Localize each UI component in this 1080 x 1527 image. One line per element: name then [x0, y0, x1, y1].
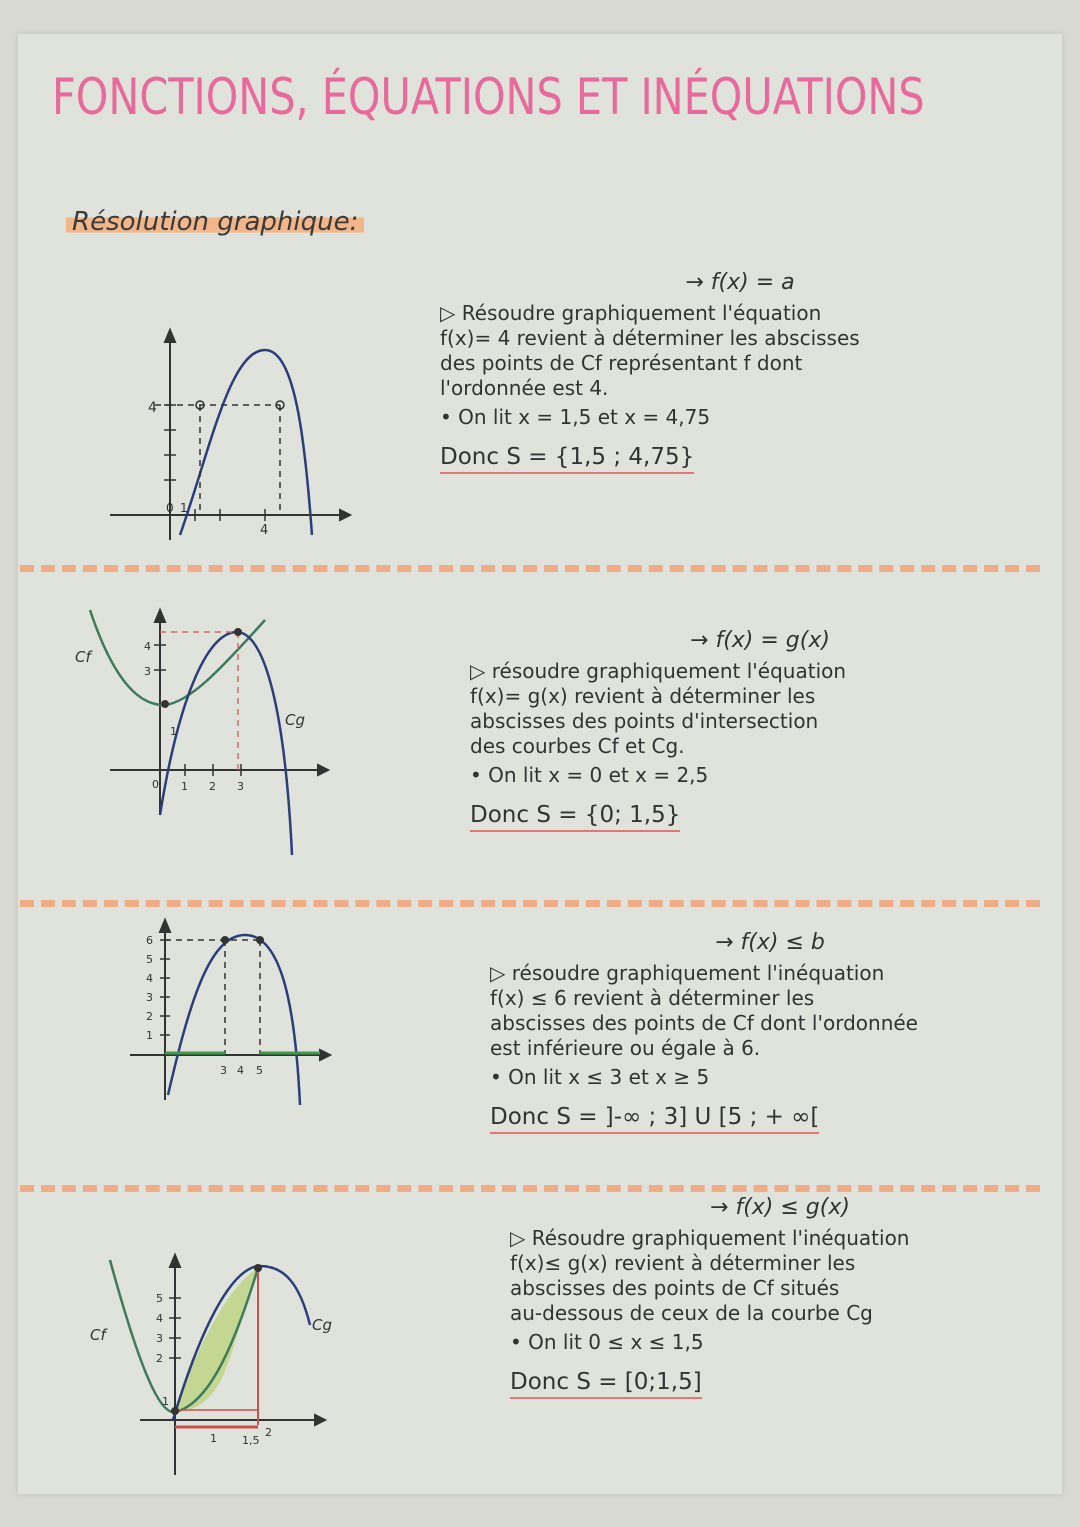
y-tick-label: 2 [156, 1352, 163, 1365]
x-tick-label: 1,5 [242, 1434, 260, 1447]
x-axis-arrow [318, 765, 328, 775]
text-line: ▷ résoudre graphiquement l'inéquation [490, 961, 885, 985]
reading-line: • On lit x = 0 et x = 2,5 [470, 763, 709, 787]
shaded-region [175, 1268, 258, 1411]
section-heading: → f(x) = a [685, 270, 795, 295]
intersection-point [234, 628, 242, 636]
solution-set: Donc S = ]-∞ ; 3] U [5 ; + ∞[ [490, 1104, 819, 1134]
section-fx-leq-b [490, 930, 1050, 1134]
y-axis-arrow [170, 1255, 180, 1267]
x-tick-label: 1 [180, 501, 188, 515]
text-line: ▷ Résoudre graphiquement l'équation [440, 301, 822, 325]
x-tick-label: 2 [209, 780, 216, 793]
text-line: abscisses des points de Cf dont l'ordonnée [490, 1011, 918, 1035]
reading-line: • On lit x = 1,5 et x = 4,75 [440, 405, 711, 429]
section-heading: → f(x) ≤ b [715, 930, 825, 955]
text-line: l'ordonnée est 4. [440, 376, 609, 400]
x-tick-label: 3 [237, 780, 244, 793]
y-tick-label: 1 [170, 725, 177, 738]
y-tick-label: 4 [156, 1312, 163, 1325]
intersection-point [161, 700, 169, 708]
reading-line: • On lit 0 ≤ x ≤ 1,5 [510, 1330, 704, 1354]
curve-cg [160, 632, 292, 855]
y-axis-arrow [155, 610, 165, 622]
y-tick-label: 5 [146, 953, 153, 966]
graph-fx-leq-gx [80, 1230, 370, 1490]
x-axis-arrow [315, 1415, 325, 1425]
graph-fx-equals-a [100, 320, 360, 550]
subtitle-text: Résolution graphique: [66, 207, 364, 237]
solution-set: Donc S = {1,5 ; 4,75} [440, 444, 694, 474]
text-line: des courbes Cf et Cg. [470, 734, 685, 758]
curve-label-cg: Cg [285, 711, 305, 729]
page-title: FONCTIONS, ÉQUATIONS ET INÉQUATIONS [52, 68, 925, 126]
reading-line: • On lit x ≤ 3 et x ≥ 5 [490, 1065, 710, 1089]
section-subtitle [66, 207, 364, 237]
x-tick-label: 1 [181, 780, 188, 793]
y-tick-label: 4 [146, 972, 153, 985]
curve-cf [168, 935, 300, 1105]
text-line: f(x)≤ g(x) revient à déterminer les [510, 1251, 856, 1275]
y-axis-arrow [160, 920, 170, 932]
graph-fx-leq-b [110, 910, 350, 1120]
text-line: ▷ résoudre graphiquement l'équation [470, 659, 847, 683]
text-line: des points de Cf représentant f dont [440, 351, 803, 375]
y-axis-arrow [165, 330, 175, 342]
solution-set: Donc S = [0;1,5] [510, 1369, 702, 1399]
y-tick-label: 4 [148, 400, 157, 416]
x-tick-label: 4 [237, 1064, 244, 1077]
y-tick-label: 5 [156, 1292, 163, 1305]
section-heading: → f(x) ≤ g(x) [710, 1195, 850, 1220]
x-axis-arrow [320, 1050, 330, 1060]
x-tick-label: 2 [265, 1426, 272, 1439]
x-tick-label: 3 [220, 1064, 227, 1077]
curve-label-cg: Cg [312, 1316, 332, 1334]
text-line: f(x)= g(x) revient à déterminer les [470, 684, 816, 708]
solution-set: Donc S = {0; 1,5} [470, 802, 680, 832]
intersection-point [171, 1407, 179, 1415]
y-tick-label: 2 [146, 1010, 153, 1023]
x-axis-arrow [340, 510, 350, 520]
graph-fx-equals-gx [70, 590, 360, 860]
y-tick-label: 3 [144, 665, 151, 678]
dashed-separator [20, 1185, 1040, 1192]
section-fx-leq-gx [510, 1195, 1050, 1399]
origin-label: 0 [166, 501, 174, 515]
y-tick-label: 3 [146, 991, 153, 1004]
dashed-separator [20, 565, 1040, 572]
section-fx-equals-a [440, 270, 1040, 474]
x-tick-label: 5 [256, 1064, 263, 1077]
text-line: au-dessous de ceux de la courbe Cg [510, 1301, 873, 1325]
intersection-point [256, 936, 264, 944]
section-fx-equals-gx [470, 628, 1050, 832]
intersection-point [221, 936, 229, 944]
origin-label: 0 [152, 778, 159, 791]
curve-label-cf: Cf [90, 1326, 106, 1344]
text-line: abscisses des points de Cf situés [510, 1276, 840, 1300]
text-line: est inférieure ou égale à 6. [490, 1036, 761, 1060]
intersection-point [254, 1264, 262, 1272]
x-tick-label: 1 [210, 1432, 217, 1445]
dashed-separator [20, 900, 1040, 907]
text-line: f(x)= 4 revient à déterminer les abscisses [440, 326, 860, 350]
y-tick-label: 1 [162, 1395, 169, 1408]
x-tick-label: 4 [260, 523, 269, 538]
text-line: f(x) ≤ 6 revient à déterminer les [490, 986, 815, 1010]
text-line: abscisses des points d'intersection [470, 709, 819, 733]
y-tick-label: 6 [146, 934, 153, 947]
y-tick-label: 3 [156, 1332, 163, 1345]
y-tick-label: 4 [144, 640, 151, 653]
section-heading: → f(x) = g(x) [690, 628, 830, 653]
curve-label-cf: Cf [75, 648, 91, 666]
y-tick-label: 1 [146, 1029, 153, 1042]
text-line: ▷ Résoudre graphiquement l'inéquation [510, 1226, 910, 1250]
